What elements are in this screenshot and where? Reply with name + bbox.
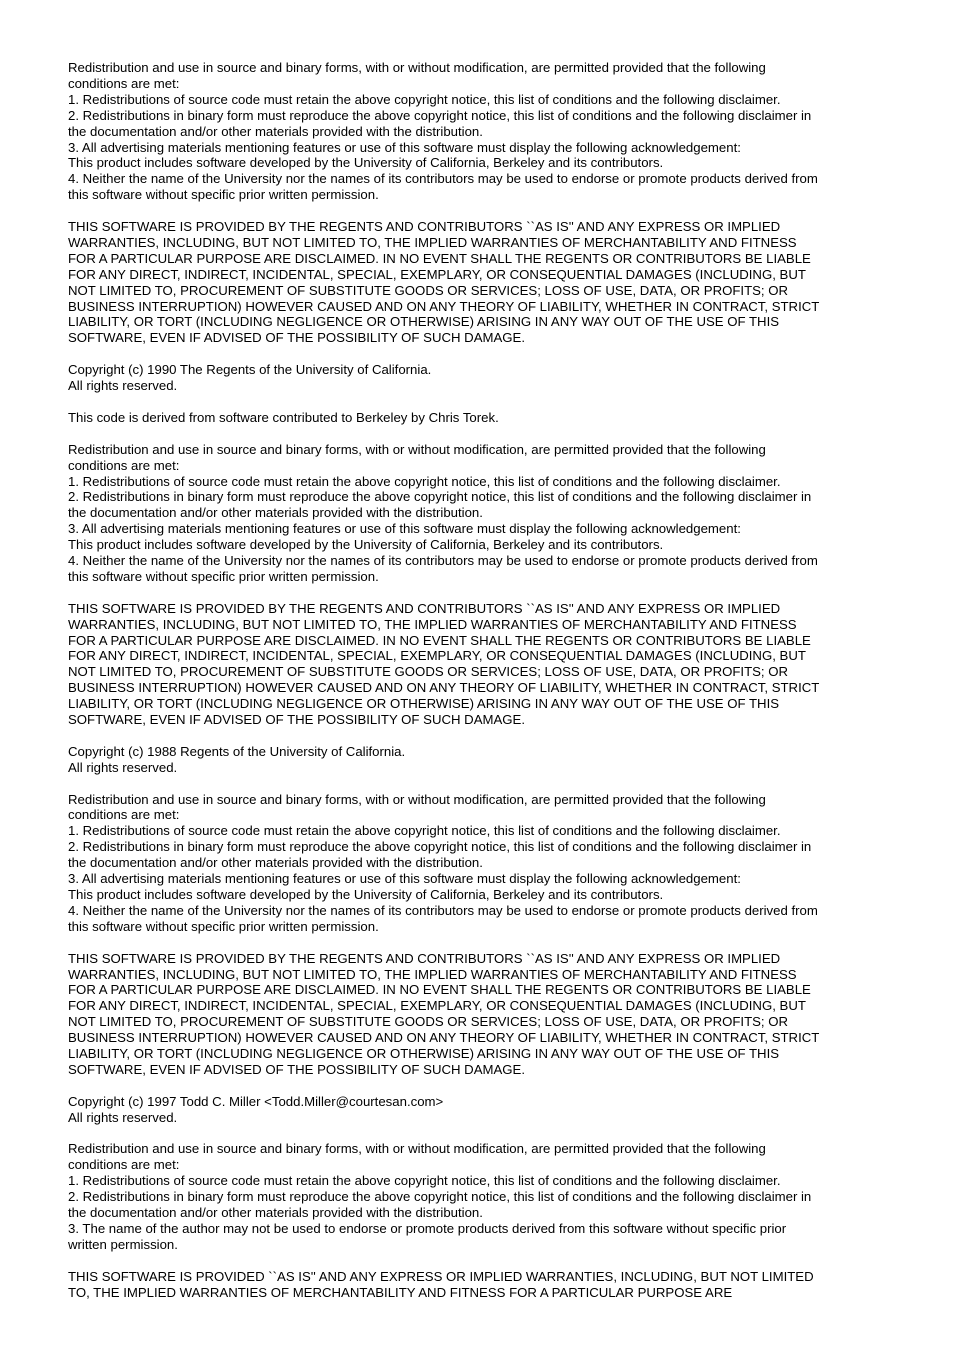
license-paragraph [68,410,894,426]
text-line: Redistribution and use in source and binary forms, with or without modification, are permitted provided that the following [68,60,766,75]
text-line: LIABILITY, OR TORT (INCLUDING NEGLIGENCE OR OTHERWISE) ARISING IN ANY WAY OUT OF THE USE OF THIS [68,1046,780,1062]
license-paragraph [68,744,894,776]
text-line: conditions are met: [68,75,180,91]
text-line: NOT LIMITED TO, PROCUREMENT OF SUBSTITUTE GOODS OR SERVICES; LOSS OF USE, DATA, OR PROFITS; OR [68,282,789,298]
license-paragraph [68,1141,894,1252]
license-paragraph [68,1269,894,1301]
text-line: BUSINESS INTERRUPTION) HOWEVER CAUSED AND ON ANY THEORY OF LIABILITY, WHETHER IN CONTRACT, STRICT [68,1030,820,1046]
text-line: Redistribution and use in source and binary forms, with or without modification, are permitted provided that the following [68,1141,766,1157]
text-line: 2. Redistributions in binary form must reproduce the above copyright notice, this list of conditions and the following disclaimer in [68,839,812,855]
text-line: SOFTWARE, EVEN IF ADVISED OF THE POSSIBILITY OF SUCH DAMAGE. [68,712,526,728]
text-line: conditions are met: [68,457,180,473]
text-line: 1. Redistributions of source code must retain the above copyright notice, this list of conditions and the following disclaimer. [68,1173,781,1189]
text-line: WARRANTIES, INCLUDING, BUT NOT LIMITED TO, THE IMPLIED WARRANTIES OF MERCHANTABILITY AND FITNESS [68,966,797,982]
text-line: FOR A PARTICULAR PURPOSE ARE DISCLAIMED. IN NO EVENT SHALL THE REGENTS OR CONTRIBUTORS BE LIABLE [68,982,811,998]
text-line: FOR ANY DIRECT, INDIRECT, INCIDENTAL, SPECIAL, EXEMPLARY, OR CONSEQUENTIAL DAMAGES (INCLUDING, BUT [68,648,806,664]
text-line: NOT LIMITED TO, PROCUREMENT OF SUBSTITUTE GOODS OR SERVICES; LOSS OF USE, DATA, OR PROFITS; OR [68,664,789,680]
text-line: LIABILITY, OR TORT (INCLUDING NEGLIGENCE OR OTHERWISE) ARISING IN ANY WAY OUT OF THE USE OF THIS [68,314,780,330]
license-paragraph [68,219,894,346]
text-line: Redistribution and use in source and binary forms, with or without modification, are permitted provided that the following [68,441,766,457]
text-line: 4. Neither the name of the University nor the names of its contributors may be used to endorse or promote products derived from [68,902,818,918]
license-paragraph [68,951,894,1078]
license-paragraph [68,601,894,728]
text-line: 2. Redistributions in binary form must reproduce the above copyright notice, this list of conditions and the following disclaimer in [68,1189,812,1205]
text-line: FOR ANY DIRECT, INDIRECT, INCIDENTAL, SPECIAL, EXEMPLARY, OR CONSEQUENTIAL DAMAGES (INCLUDING, BUT [68,998,806,1014]
text-line: the documentation and/or other materials provided with the distribution. [68,123,483,139]
text-line: 1. Redistributions of source code must retain the above copyright notice, this list of conditions and the following disclaimer. [68,473,781,489]
text-line: Copyright (c) 1990 The Regents of the University of California. [68,362,432,378]
text-line: 2. Redistributions in binary form must reproduce the above copyright notice, this list of conditions and the following disclaimer in [68,107,812,123]
text-line: conditions are met: [68,807,180,823]
text-line: Redistribution and use in source and binary forms, with or without modification, are permitted provided that the following [68,791,766,807]
text-line: this software without specific prior written permission. [68,568,379,584]
text-line: LIABILITY, OR TORT (INCLUDING NEGLIGENCE OR OTHERWISE) ARISING IN ANY WAY OUT OF THE USE OF THIS [68,696,780,712]
text-line: NOT LIMITED TO, PROCUREMENT OF SUBSTITUTE GOODS OR SERVICES; LOSS OF USE, DATA, OR PROFITS; OR [68,1014,789,1030]
text-line: All rights reserved. [68,759,178,775]
license-paragraph [68,442,894,585]
text-line: This product includes software developed by the University of California, Berkeley and its contributors. [68,155,664,171]
text-line: FOR A PARTICULAR PURPOSE ARE DISCLAIMED. IN NO EVENT SHALL THE REGENTS OR CONTRIBUTORS BE LIABLE [68,632,811,648]
text-line: the documentation and/or other materials provided with the distribution. [68,1205,483,1221]
text-line: This product includes software developed by the University of California, Berkeley and its contributors. [68,887,664,903]
text-line: THIS SOFTWARE IS PROVIDED BY THE REGENTS AND CONTRIBUTORS ``AS IS'' AND ANY EXPRESS OR IMPLIED [68,600,781,616]
text-line: TO, THE IMPLIED WARRANTIES OF MERCHANTABILITY AND FITNESS FOR A PARTICULAR PURPOSE ARE [68,1284,733,1300]
text-line: 1. Redistributions of source code must retain the above copyright notice, this list of conditions and the following disclaimer. [68,91,781,107]
text-line: the documentation and/or other materials provided with the distribution. [68,855,483,871]
license-paragraph [68,792,894,935]
text-line: All rights reserved. [68,1109,178,1125]
text-line: All rights reserved. [68,378,178,394]
text-line: 3. All advertising materials mentioning features or use of this software must display the following acknowledgement: [68,521,741,537]
text-line: Copyright (c) 1997 Todd C. Miller <Todd.Miller@courtesan.com> [68,1093,444,1109]
text-line: 3. All advertising materials mentioning features or use of this software must display the following acknowledgement: [68,871,741,887]
license-paragraph [68,60,894,203]
text-line: 2. Redistributions in binary form must reproduce the above copyright notice, this list of conditions and the following disclaimer in [68,489,812,505]
text-line: 3. All advertising materials mentioning features or use of this software must display the following acknowledgement: [68,139,741,155]
text-line: THIS SOFTWARE IS PROVIDED ``AS IS'' AND ANY EXPRESS OR IMPLIED WARRANTIES, INCLUDING, BUT NOT LIMITED [68,1268,814,1284]
text-line: the documentation and/or other materials provided with the distribution. [68,505,483,521]
text-line: 4. Neither the name of the University nor the names of its contributors may be used to endorse or promote products derived from [68,553,818,569]
text-line: 3. The name of the author may not be used to endorse or promote products derived from this software without specific prior [68,1221,787,1236]
text-line: BUSINESS INTERRUPTION) HOWEVER CAUSED AND ON ANY THEORY OF LIABILITY, WHETHER IN CONTRACT, STRICT [68,298,820,314]
text-line: WARRANTIES, INCLUDING, BUT NOT LIMITED TO, THE IMPLIED WARRANTIES OF MERCHANTABILITY AND FITNESS [68,616,797,632]
text-line: THIS SOFTWARE IS PROVIDED BY THE REGENTS AND CONTRIBUTORS ``AS IS'' AND ANY EXPRESS OR IMPLIED [68,219,781,235]
text-line: 4. Neither the name of the University nor the names of its contributors may be used to endorse or promote products derived from [68,171,818,187]
license-document [68,60,894,1316]
text-line: this software without specific prior written permission. [68,918,379,934]
text-line: THIS SOFTWARE IS PROVIDED BY THE REGENTS AND CONTRIBUTORS ``AS IS'' AND ANY EXPRESS OR IMPLIED [68,950,781,966]
text-line: conditions are met: [68,1157,180,1173]
license-paragraph [68,362,894,394]
text-line: FOR ANY DIRECT, INDIRECT, INCIDENTAL, SPECIAL, EXEMPLARY, OR CONSEQUENTIAL DAMAGES (INCLUDING, BUT [68,266,806,282]
text-line: this software without specific prior written permission. [68,187,379,203]
text-line: FOR A PARTICULAR PURPOSE ARE DISCLAIMED. IN NO EVENT SHALL THE REGENTS OR CONTRIBUTORS BE LIABLE [68,250,811,266]
text-line: This code is derived from software contributed to Berkeley by Chris Torek. [68,409,499,425]
text-line: This product includes software developed by the University of California, Berkeley and its contributors. [68,537,664,553]
text-line: BUSINESS INTERRUPTION) HOWEVER CAUSED AND ON ANY THEORY OF LIABILITY, WHETHER IN CONTRACT, STRICT [68,680,820,696]
text-line: SOFTWARE, EVEN IF ADVISED OF THE POSSIBILITY OF SUCH DAMAGE. [68,330,526,346]
license-paragraph [68,1094,894,1126]
text-line: Copyright (c) 1988 Regents of the University of California. [68,743,406,759]
text-line: written permission. [68,1236,178,1252]
text-line: SOFTWARE, EVEN IF ADVISED OF THE POSSIBILITY OF SUCH DAMAGE. [68,1061,526,1077]
text-line: 1. Redistributions of source code must retain the above copyright notice, this list of conditions and the following disclaimer. [68,823,781,839]
text-line: WARRANTIES, INCLUDING, BUT NOT LIMITED TO, THE IMPLIED WARRANTIES OF MERCHANTABILITY AND FITNESS [68,234,797,250]
